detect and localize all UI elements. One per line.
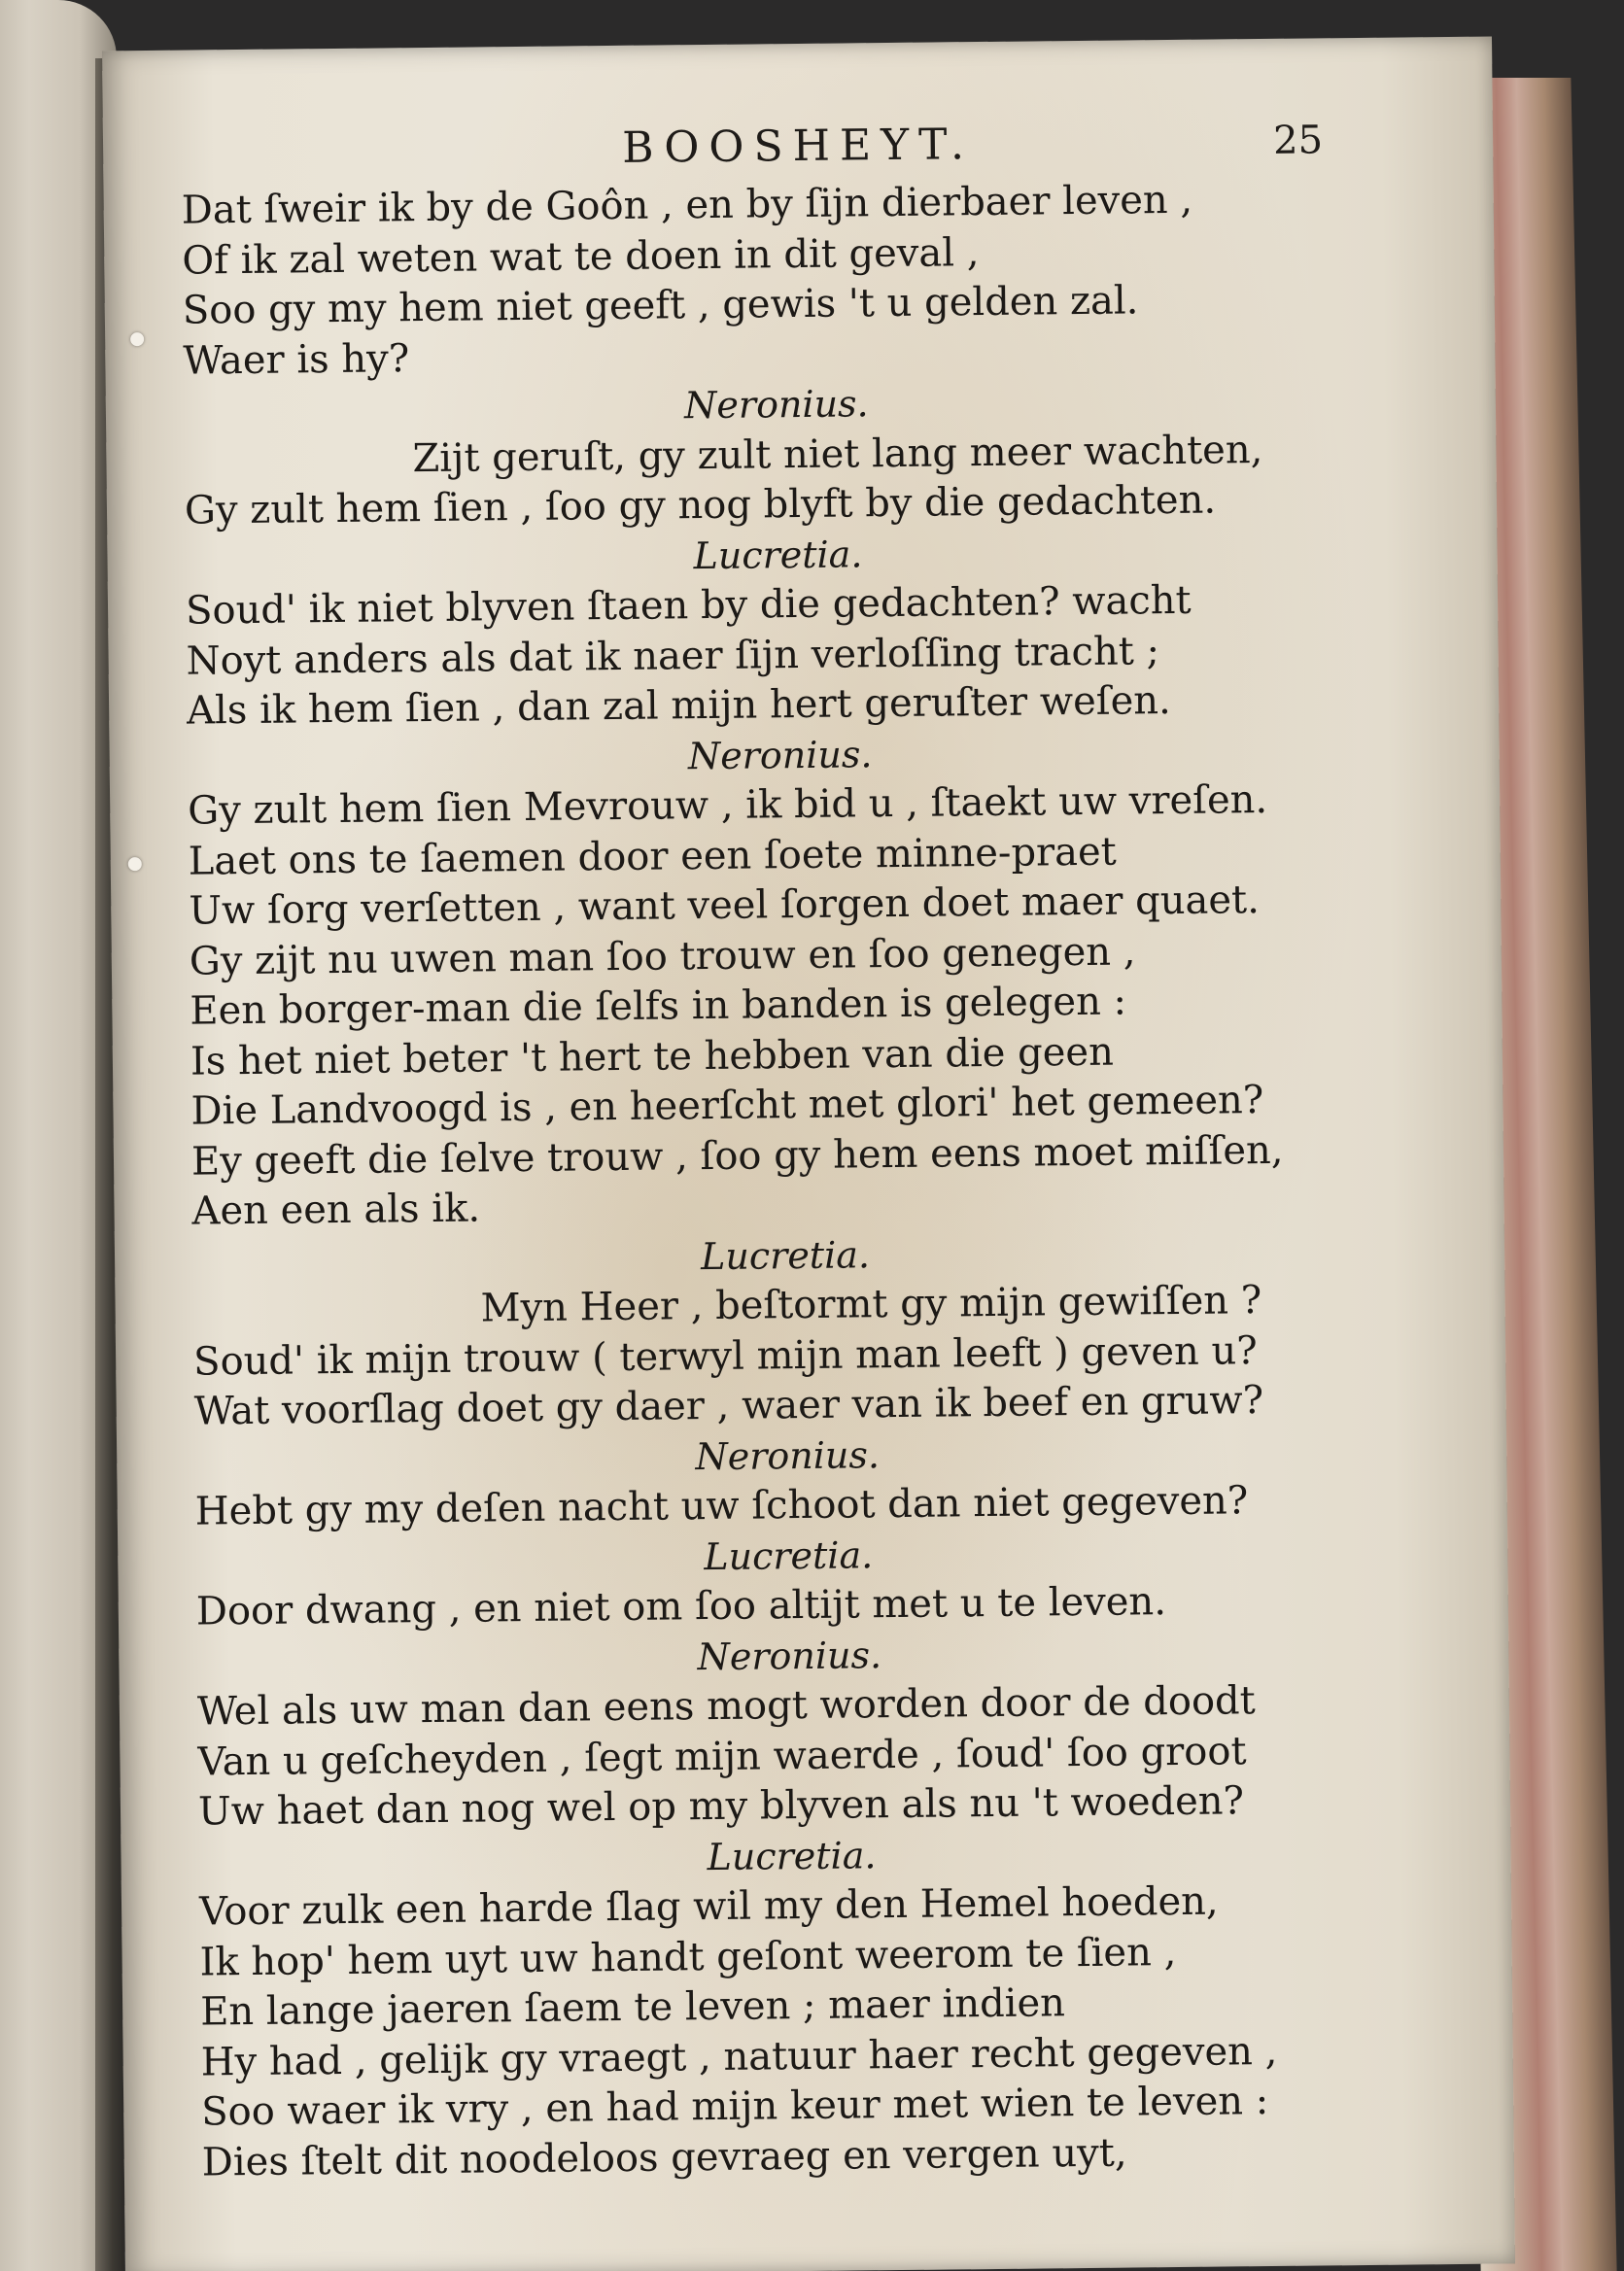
verse-line: Uw haet dan nog wel op my blyven als nu 't woeden? [197, 1778, 1245, 1835]
verse-line: Dies ſtelt dit noodeloos gevraeg en vergen uyt, [201, 2130, 1127, 2185]
page-number: 25 [1272, 118, 1324, 163]
verse-line: Door dwang , en niet om ſoo altijt met u te leven. [195, 1579, 1167, 1634]
verse-line: Hebt gy my deſen nacht uw ſchoot dan niet gegeven? [194, 1478, 1249, 1534]
paper-hole [128, 857, 142, 871]
speaker-name: Neronius. [697, 1633, 882, 1678]
verse-line: Wel als uw man dan eens mogt worden door de doodt [196, 1678, 1256, 1735]
verse-line: Wat voorſlag doet gy daer , waer van ik beef en gruw? [193, 1378, 1264, 1434]
verse-line: Aen een als ik. [191, 1186, 481, 1234]
speaker-name: Lucretia. [693, 532, 863, 577]
speaker-name: Neronius. [695, 1432, 881, 1478]
verse-line: Gy zijt nu uwen man ſoo trouw en ſoo genegen , [189, 928, 1136, 984]
verse-line: Ik hop' hem uyt uw handt geſont weerom te ſien , [199, 1929, 1177, 1985]
verse-line: Een borger-man die ſelfs in banden is gelegen : [190, 979, 1127, 1034]
verse-line: Laet ons te ſaemen door een ſoete minne-praet [188, 829, 1117, 884]
book-page [102, 37, 1515, 2271]
verse-line: Van u geſcheyden , ſegt mijn waerde , ſoud' ſoo groot [197, 1728, 1247, 1785]
verse-line: Of ik zal weten wat te doen in dit geval , [182, 229, 980, 284]
verse-line: Noyt anders als dat ik naer ſijn verloſſing tracht ; [186, 628, 1160, 684]
speaker-name: Lucretia. [704, 1532, 874, 1578]
play-text [182, 174, 1389, 2188]
verse-line: Gy zult hem ſien , ſoo gy nog blyft by die gedachten. [184, 477, 1217, 533]
verse-line: Is het niet beter 't hert te hebben van die geen [190, 1029, 1115, 1084]
verse-line: Myn Heer , beſtormt gy mijn gewiſſen ? [480, 1278, 1262, 1331]
verse-line: Hy had , gelijk gy vraegt , natuur haer recht gegeven , [200, 2028, 1278, 2085]
verse-line: Dat ſweir ik by de Goôn , en by ſijn dierbaer leven , [181, 177, 1193, 233]
speaker-name: Lucretia. [707, 1833, 877, 1878]
verse-line: Soud' ik niet blyven ſtaen by die gedachten? wacht [185, 577, 1192, 634]
speaker-name: Neronius. [687, 732, 873, 777]
running-head: BOOSHEYT. [621, 120, 975, 173]
verse-line: Waer is hy? [183, 335, 410, 384]
verse-line: Zijt geruſt, gy zult niet lang meer wachten, [412, 427, 1263, 481]
speaker-name: Lucretia. [700, 1232, 871, 1278]
speaker-name: Neronius. [683, 382, 869, 428]
verse-line: Soud' ik mijn trouw ( terwyl mijn man leeft ) geven u? [192, 1327, 1258, 1385]
verse-line: Soo waer ik vry , en had mijn keur met wien te leven : [201, 2079, 1269, 2135]
verse-line: Uw ſorg verſetten , want veel ſorgen doet maer quaet. [189, 877, 1261, 934]
verse-line: Als ik hem ſien , dan zal mijn hert geruſter weſen. [186, 678, 1171, 734]
verse-line: Ey geeft die ſelve trouw , ſoo gy hem eens moet miſſen, [190, 1127, 1284, 1185]
verse-line: Gy zult hem ſien Mevrouw , ik bid u , ſtaekt uw vreſen. [187, 776, 1268, 834]
paper-hole [130, 332, 144, 346]
verse-line: Voor zulk een harde ſlag wil my den Hemel hoeden, [198, 1878, 1219, 1935]
verse-line: Die Landvoogd is , en heerſcht met glori' het gemeen? [190, 1078, 1264, 1134]
verse-line: Soo gy my hem niet geeft , gewis 't u gelden zal. [182, 278, 1139, 333]
verse-line: En lange jaeren ſaem te leven ; maer indien [199, 1980, 1066, 2035]
